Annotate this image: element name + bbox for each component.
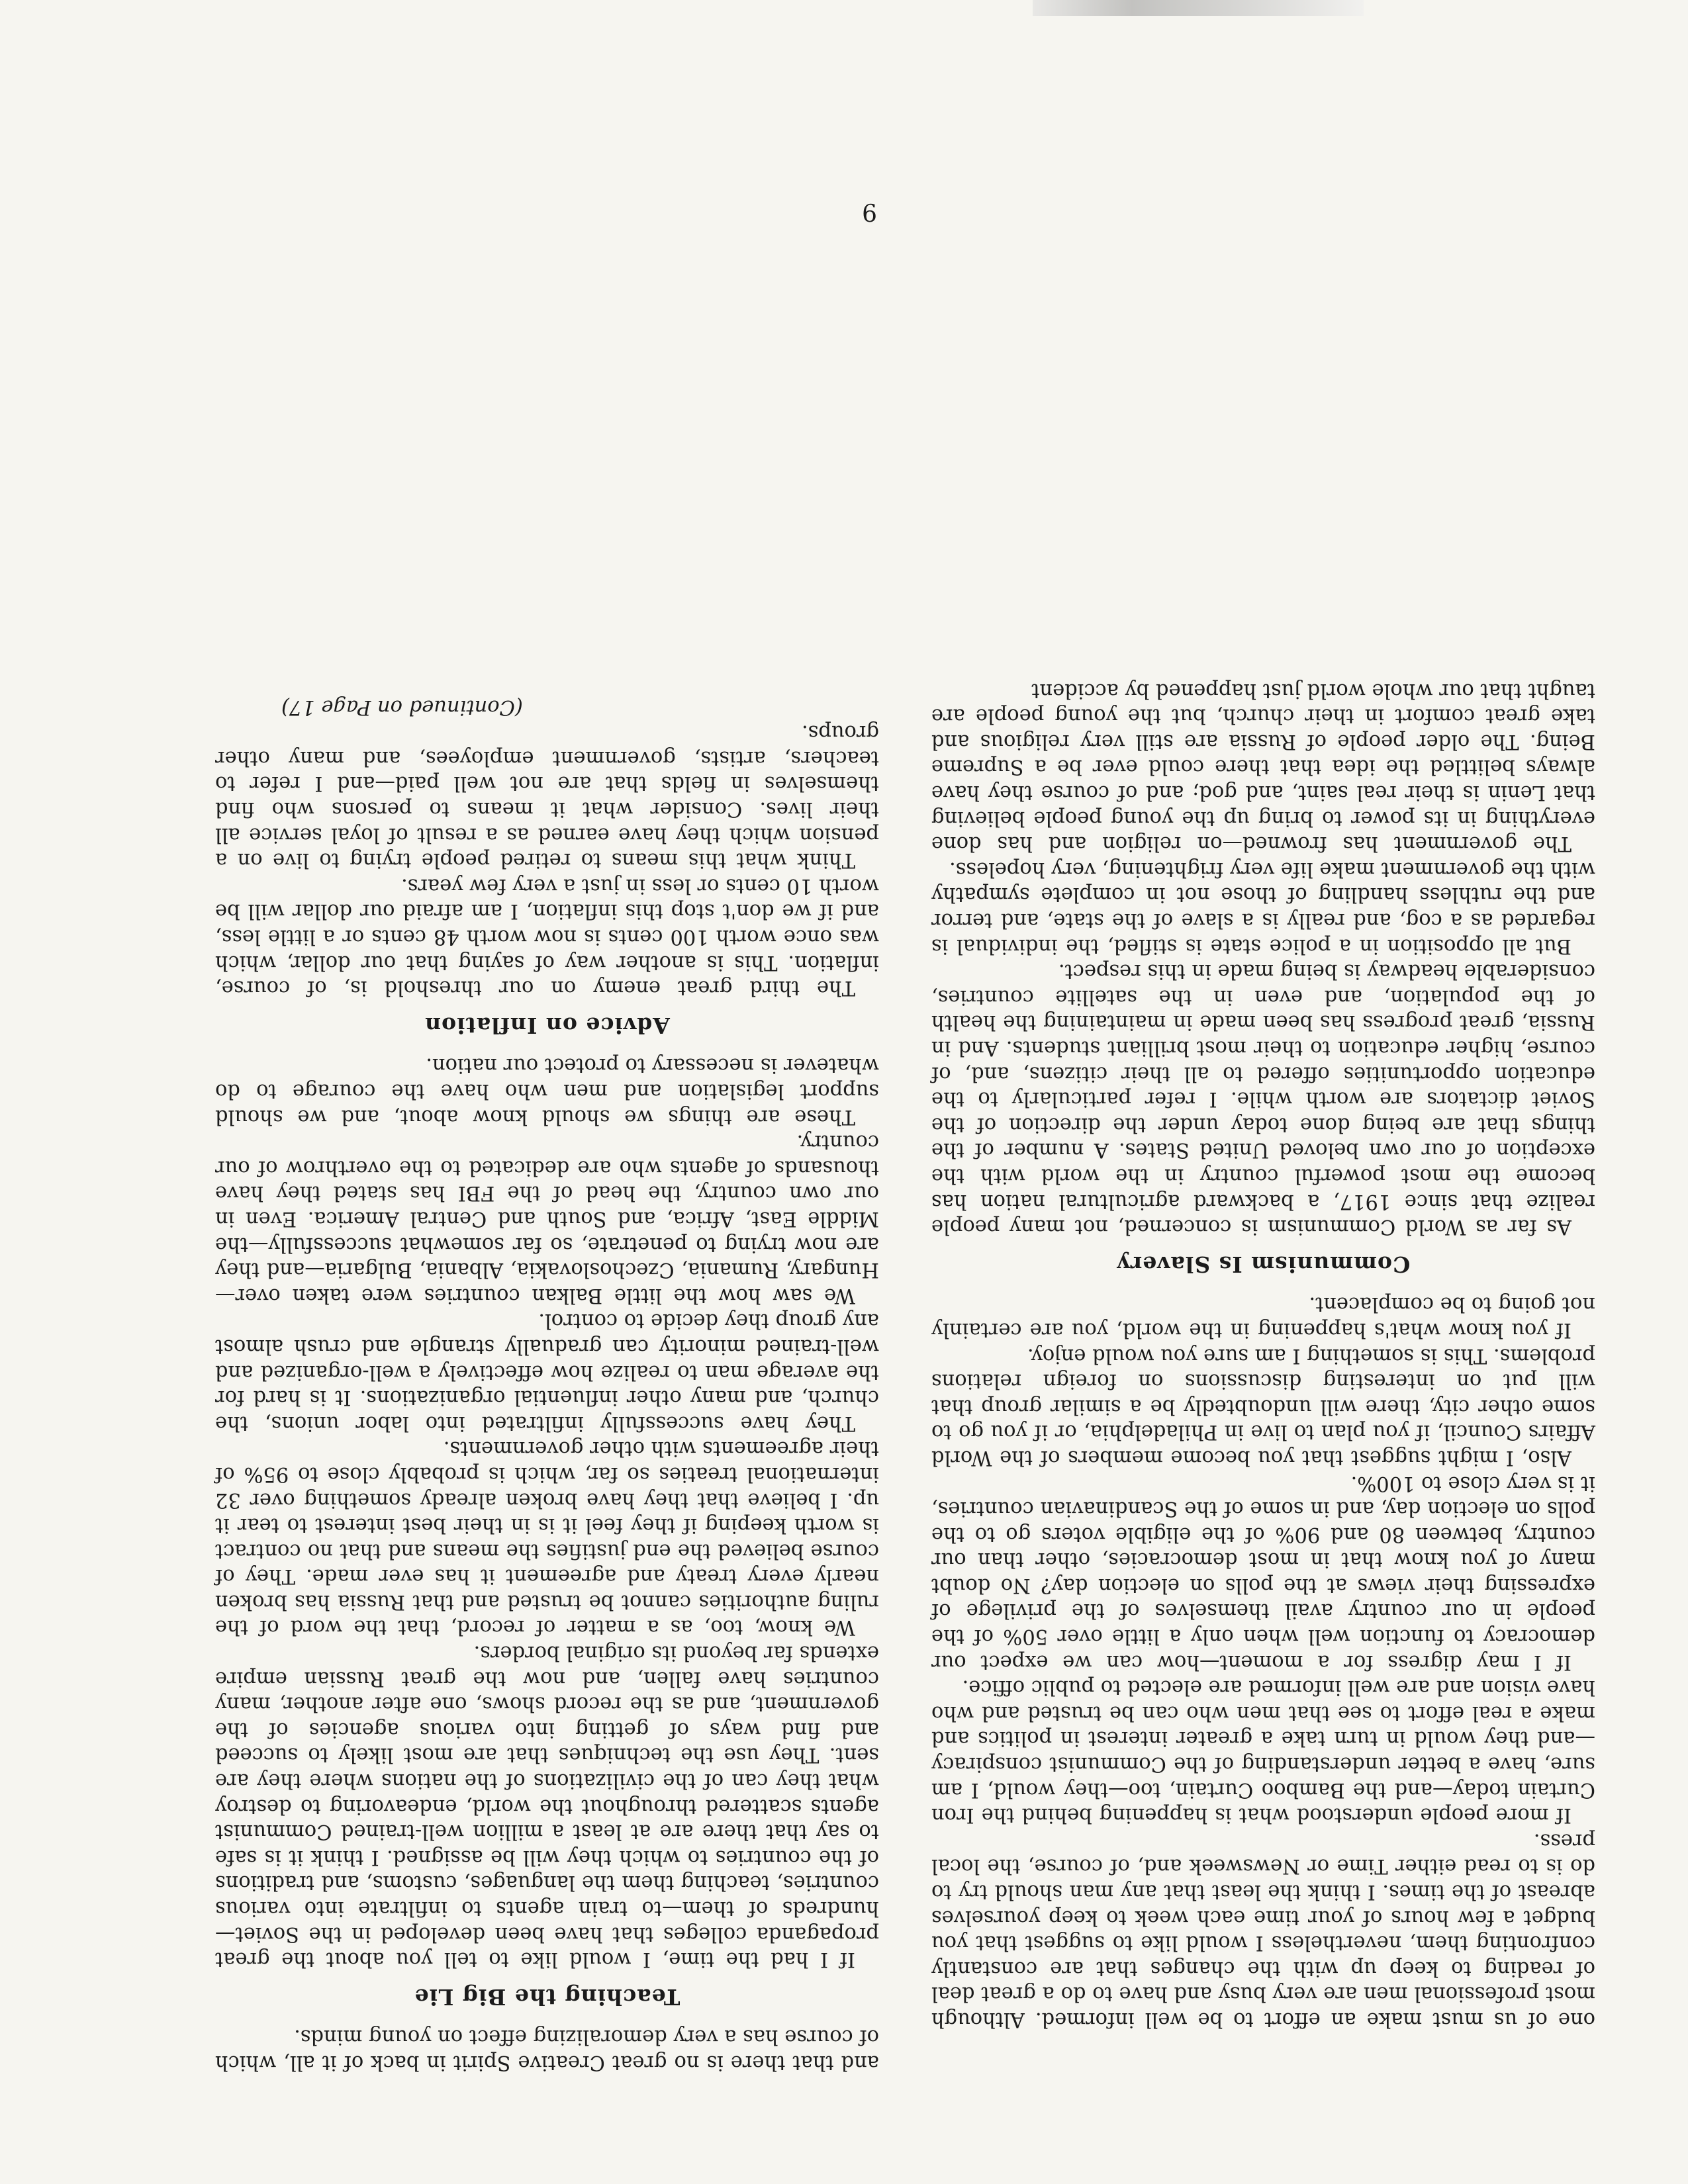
section-heading-inflation: Advice on Inflation bbox=[424, 1012, 670, 1038]
left-paragraph-2: If more people understood what is happening behind the Iron Curtain today—and the Bamboo Curtain, too—they would, I am sure, have a better understanding of the Communist conspiracy—and they would in turn take a greater interest in politics and make a real effort to see that men who can be trusted and who have vision and are well informed are elected to public office. bbox=[931, 1676, 1595, 1827]
right-paragraph-1: and that there is no great Creative Spirit in back of it all, which of course has a very demoralizing effect on young minds. bbox=[215, 2025, 879, 2074]
right-paragraph-6: These are things we should know about, and we should support legislation and men who have the courage to do whatever is necessary to protect our nation. bbox=[215, 1054, 879, 1128]
right-column bbox=[215, 694, 879, 2075]
left-paragraph-8: The government has frowned—on religion and has done everything in its power to bring up the young people believing that Lenin is their real saint, and god; and of course they have always belittled the idea that there could ever be a Supreme Being. The older people of Russia are still very religious and take great comfort in their church, but the young people are taught that our whole world just happened by accident bbox=[931, 678, 1595, 856]
section-heading-communism: Communism Is Slavery bbox=[1116, 1251, 1411, 1277]
left-paragraph-7: But all opposition in a police state is stifled, the individual is regarded as a cog, and really is a slave of the state, and terror and the ruthless handling of those not in complete sympathy with the government make life very frightening, very hopeless. bbox=[931, 857, 1595, 958]
right-paragraph-3: We know, too, as a matter of record, that the word of the ruling authorities cannot be trusted and that Russia has broken nearly every treaty and agreement it has ever made. They of course believed the end justifies the means and that no contract is worth keeping if they feel it is in their best interest to tear it up. I believe that they have broken already something over 32 international treaties so far, which is probably close to 95% of their agreements with other governments. bbox=[215, 1437, 879, 1639]
left-paragraph-5: If you know what's happening in the world, you are certainly not going to be complacent. bbox=[931, 1293, 1595, 1342]
left-paragraph-4: Also, I might suggest that you become members of the World Affairs Council, if you plan to live in Philadelphia, or if you go to some other city, there will undoubtedly be a similar group that will put on interesting discussions on foreign relations problems. This is something I am sure you would enjoy. bbox=[931, 1343, 1595, 1469]
right-paragraph-7: The third great enemy on our threshold is, of course, inflation. This is another way of saying that our dollar, which was once worth 100 cents is now worth 48 cents or a little less, and if we don't stop this inflation, I am afraid our dollar will be worth 10 cents or less in just a very few years. bbox=[215, 874, 879, 1000]
left-paragraph-6: As far as World Communism is concerned, not many people realize that since 1917, a backward agricultural nation has become the most powerful country in the world with the exception of our own beloved United States. A number of the things that are being done today under the direction of the Soviet dictators are worth while. I refer particularly to the education opportunities offered to all their citizens, and, of course, higher education to their most brilliant students. And in Russia, great progress has been made in maintaining the health of the population, and even in the satellite countries, considerable headway is being made in this respect. bbox=[931, 960, 1595, 1239]
right-paragraph-8: Think what this means to retired people trying to live on a pension which they have earned as a result of loyal service all their lives. Consider what it means to persons who find themselves in fields that are not well paid—and I refer to teachers, artists, government employees, and many other groups. bbox=[215, 721, 879, 872]
page-number: 9 bbox=[862, 198, 877, 225]
right-paragraph-2: If I had the time, I would like to tell you about the great propaganda colleges that have been developed in the Soviet—hundreds of them—to train agents to infiltrate into various countries, teaching them the languages, customs, and traditions of the countries to which they will be assigned. I think it is safe to say that there are at least a million well-trained Communist agents scattered throughout the world, endeavoring to destroy what they can of the civilizations of the nations where they are sent. They use the techniques that are most likely to succeed and find ways of getting into various agencies of the government, and as the record shows, one after another, many countries have fallen, and now the great Russian empire extends far beyond its original borders. bbox=[215, 1641, 879, 1972]
left-paragraph-1: one of us must make an effort to be well informed. Although most professional men are very busy and have to do a great deal of reading to keep up with the changes that are constantly confronting them, nevertheless I would like to suggest that you budget a few hours of your time each week to keep yourselves abreast of the times. I think the least that any man should try to do is to read either Time or Newsweek and, of course, the local press. bbox=[931, 1829, 1595, 2031]
continued-note: (Continued on Page 17) bbox=[281, 695, 523, 719]
right-paragraph-5: We saw how the little Balkan countries were taken over—Hungary, Rumania, Czechoslovakia, Albania, Bulgaria—and they are now trying to penetrate, so far somewhat successfully—the Middle East, Africa, and South and Central America. Even in our own country, the head of the FBI has stated they have thousands of agents who are dedicated to the overthrow of our country. bbox=[215, 1130, 879, 1307]
left-paragraph-3: If I may digress for a moment—how can we expect our democracy to function well when only a little over 50% of the people in our country avail themselves of the privilege of expressing their views at the polls on election day? No doubt many of you know that in most democracies, other than our country, between 80 and 90% of the eligible voters go to the polls on election day, and in some of the Scandinavian countries, it is very close to 100%. bbox=[931, 1471, 1595, 1674]
section-heading-big-lie: Teaching the Big Lie bbox=[414, 1983, 680, 2010]
left-column bbox=[931, 677, 1595, 2032]
right-paragraph-4: They have successfully infiltrated into labor unions, the church, and many other influential organizations. It is hard for the average man to realize how effectively a well-organized and well-trained minority can gradually strangle and crush almost any group they decide to control. bbox=[215, 1309, 879, 1435]
